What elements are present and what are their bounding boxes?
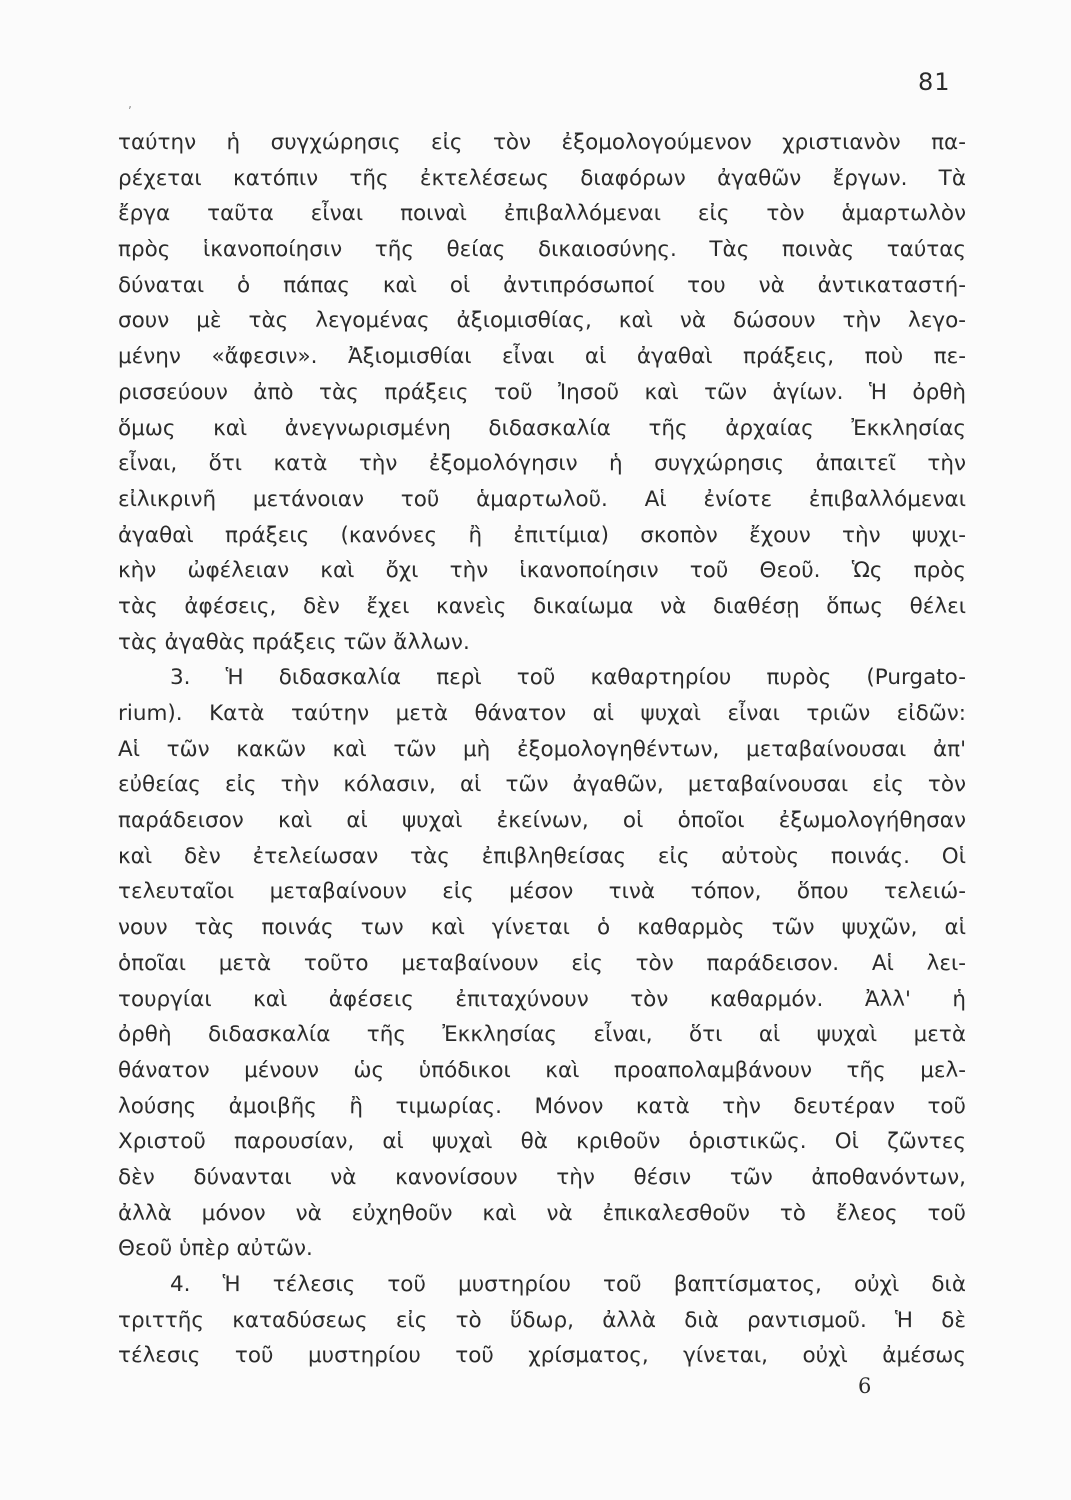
text-line: ἔργα ταῦτα εἶναι ποιναὶ ἐπιβαλλόμεναι εἰς τὸν ἁμαρτωλὸν	[118, 201, 966, 227]
text-line: εὐθείας εἰς τὴν κόλασιν, αἱ τῶν ἀγαθῶν, μεταβαίνουσαι εἰς τὸν	[118, 772, 966, 798]
text-line: πρὸς ἱκανοποίησιν τῆς θείας δικαιοσύνης. Τὰς ποινὰς ταύτας	[118, 237, 966, 263]
text-line: ὀρθὴ διδασκαλία τῆς Ἐκκλησίας εἶναι, ὅτι αἱ ψυχαὶ μετὰ	[118, 1022, 966, 1048]
text-line: καὶ δὲν ἐτελείωσαν τὰς ἐπιβληθείσας εἰς αὐτοὺς ποινάς. Οἱ	[118, 843, 966, 869]
text-line: τουργίαι καὶ ἀφέσεις ἐπιταχύνουν τὸν καθαρμόν. Ἀλλ' ἡ	[118, 986, 966, 1012]
text-line: εἶναι, ὅτι κατὰ τὴν ἐξομολόγησιν ἡ συγχώρησις ἀπαιτεῖ τὴν	[118, 451, 966, 477]
text-line: τέλεσις τοῦ μυστηρίου τοῦ χρίσματος, γίνεται, οὐχὶ ἀμέσως	[118, 1343, 966, 1369]
text-line: ρέχεται κατόπιν τῆς ἐκτελέσεως διαφόρων ἀγαθῶν ἔργων. Τὰ	[118, 165, 966, 191]
text-line: λούσης ἀμοιβῆς ἢ τιμωρίας. Μόνον κατὰ τὴν δευτέραν τοῦ	[118, 1093, 966, 1119]
margin-mark: ʼ	[128, 104, 132, 118]
text-line: παράδεισον καὶ αἱ ψυχαὶ ἐκείνων, οἱ ὁποῖοι ἐξωμολογήθησαν	[118, 808, 966, 834]
text-line: δύναται ὁ πάπας καὶ οἱ ἀντιπρόσωποί του νὰ ἀντικαταστή-	[118, 272, 966, 298]
text-line: τριττῆς καταδύσεως εἰς τὸ ὕδωρ, ἀλλὰ διὰ ραντισμοῦ. Ἡ δὲ	[118, 1307, 966, 1333]
text-line: ρισσεύουν ἀπὸ τὰς πράξεις τοῦ Ἰησοῦ καὶ τῶν ἁγίων. Ἡ ὀρθὴ	[118, 379, 966, 405]
text-line: ὅμως καὶ ἀνεγνωρισμένη διδασκαλία τῆς ἀρχαίας Ἐκκλησίας	[118, 415, 966, 441]
text-line: κὴν ὠφέλειαν καὶ ὄχι τὴν ἱκανοποίησιν τοῦ Θεοῦ. Ὡς πρὸς	[118, 558, 966, 584]
text-line: ταύτην ἡ συγχώρησις εἰς τὸν ἐξομολογούμενον χριστιανὸν πα-	[118, 130, 966, 155]
section-4-start-line: 4. Ἡ τέλεσις τοῦ μυστηρίου τοῦ βαπτίσματος, οὐχὶ διὰ	[170, 1272, 966, 1297]
text-line: τελευταῖοι μεταβαίνουν εἰς μέσον τινὰ τόπον, ὅπου τελειώ-	[118, 879, 966, 905]
body-text	[118, 125, 966, 1374]
page-number: 81	[918, 68, 951, 96]
text-line: ἀγαθαὶ πράξεις (κανόνες ἢ ἐπιτίμια) σκοπὸν ἔχουν τὴν ψυχι-	[118, 522, 966, 548]
text-line: δὲν δύνανται νὰ κανονίσουν τὴν θέσιν τῶν ἀποθανόντων,	[118, 1164, 966, 1190]
paragraph-end-line: Θεοῦ ὑπὲρ αὐτῶν.	[118, 1236, 313, 1262]
printer-signature: 6	[858, 1374, 872, 1398]
text-line: σουν μὲ τὰς λεγομένας ἀξιομισθίας, καὶ νὰ δώσουν τὴν λεγο-	[118, 308, 966, 334]
text-line: rium). Κατὰ ταύτην μετὰ θάνατον αἱ ψυχαὶ εἶναι τριῶν εἰδῶν:	[118, 701, 966, 726]
text-line: Χριστοῦ παρουσίαν, αἱ ψυχαὶ θὰ κριθοῦν ὁριστικῶς. Οἱ ζῶντες	[118, 1129, 966, 1155]
text-line: μένην «ἄφεσιν». Ἀξιομισθίαι εἶναι αἱ ἀγαθαὶ πράξεις, ποὺ πε-	[118, 344, 966, 370]
text-line: εἰλικρινῆ μετάνοιαν τοῦ ἁμαρτωλοῦ. Αἱ ἐνίοτε ἐπιβαλλόμεναι	[118, 486, 966, 512]
text-line: ἀλλὰ μόνον νὰ εὐχηθοῦν καὶ νὰ ἐπικαλεσθοῦν τὸ ἔλεος τοῦ	[118, 1200, 966, 1226]
paragraph-end-line: τὰς ἀγαθὰς πράξεις τῶν ἄλλων.	[118, 629, 470, 655]
text-line: Αἱ τῶν κακῶν καὶ τῶν μὴ ἐξομολογηθέντων, μεταβαίνουσαι ἀπ'	[118, 736, 966, 762]
text-line: ὁποῖαι μετὰ τοῦτο μεταβαίνουν εἰς τὸν παράδεισον. Αἱ λει-	[118, 950, 966, 976]
text-line: τὰς ἀφέσεις, δὲν ἔχει κανεὶς δικαίωμα νὰ διαθέσῃ ὅπως θέλει	[118, 593, 966, 619]
text-line: θάνατον μένουν ὡς ὑπόδικοι καὶ προαπολαμβάνουν τῆς μελ-	[118, 1057, 966, 1083]
section-3-start-line: 3. Ἡ διδασκαλία περὶ τοῦ καθαρτηρίου πυρὸς (Purgato-	[170, 665, 966, 691]
text-line: νουν τὰς ποινάς των καὶ γίνεται ὁ καθαρμὸς τῶν ψυχῶν, αἱ	[118, 915, 966, 941]
